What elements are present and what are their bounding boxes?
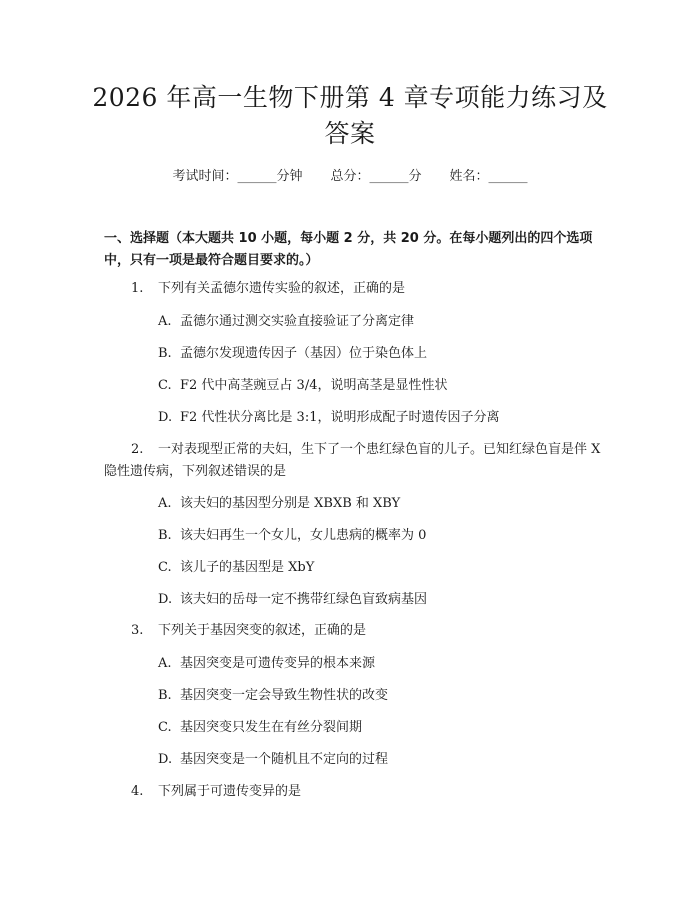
option-text: 该夫妇的岳母一定不携带红绿色盲致病基因 [180,592,428,607]
option-text: 基因突变只发生在有丝分裂间期 [180,720,363,735]
question-2-option-b [158,525,600,547]
page-title [80,80,620,152]
title-line-2: 答案 [324,119,376,148]
option-text: 基因突变是一个随机且不定向的过程 [180,752,389,767]
question-1-stem [131,278,601,300]
option-letter: C. [158,378,172,393]
question-1-option-d [158,407,600,429]
question-text: 下列属于可遗传变异的是 [158,784,302,799]
question-number: 3. [131,623,144,638]
exam-name-field: 姓名：______ [449,169,528,184]
question-2-option-d [158,589,600,611]
exam-time-field: 考试时间：______分钟 [172,169,303,184]
question-1-option-b [158,343,600,365]
question-number: 1. [131,281,144,296]
question-2-option-a [158,493,600,515]
option-text: F2 代性状分离比是 3:1，说明形成配子时遗传因子分离 [180,410,500,425]
option-text: 孟德尔发现遗传因子（基因）位于染色体上 [180,346,428,361]
title-line-1: 2026 年高一生物下册第 4 章专项能力练习及 [92,83,608,112]
question-number: 2. [131,442,144,457]
option-letter: D. [158,592,173,607]
question-3-option-c [158,717,600,739]
question-3-option-d [158,749,600,771]
question-3-option-a [158,653,600,675]
question-4-stem [131,781,601,803]
option-letter: C. [158,720,172,735]
question-text: 一对表现型正常的夫妇，生下了一个患红绿色盲的儿子。已知红绿色盲是伴 X 隐性遗传病，下列叙述错误的是 [104,442,601,479]
option-letter: B. [158,528,172,543]
option-text: 该夫妇的基因型分别是 XBXB 和 XBY [180,496,401,511]
option-text: 孟德尔通过测交实验直接验证了分离定律 [180,314,415,329]
exam-score-field: 总分：______分 [330,169,422,184]
option-letter: A. [158,314,172,329]
option-letter: B. [158,346,172,361]
question-3-option-b [158,685,600,707]
option-text: 基因突变一定会导致生物性状的改变 [180,688,389,703]
option-letter: B. [158,688,172,703]
option-letter: A. [158,656,172,671]
option-text: 基因突变是可遗传变异的根本来源 [180,656,376,671]
option-letter: C. [158,560,172,575]
question-2-stem [104,439,601,483]
exam-info-line [0,168,700,186]
option-text: F2 代中高茎豌豆占 3/4，说明高茎是显性性状 [180,378,448,393]
question-1-option-a [158,311,600,333]
option-text: 该儿子的基因型是 XbY [180,560,315,575]
question-text: 下列有关孟德尔遗传实验的叙述，正确的是 [158,281,406,296]
question-text: 下列关于基因突变的叙述，正确的是 [158,623,367,638]
section-heading: 一、选择题（本大题共 10 小题，每小题 2 分，共 20 分。在每小题列出的四个选项中，只有一项是最符合题目要求的。） [104,231,593,268]
option-letter: D. [158,410,173,425]
question-1-option-c [158,375,600,397]
option-text: 该夫妇再生一个女儿，女儿患病的概率为 0 [180,528,427,543]
question-number: 4. [131,784,144,799]
question-2-option-c [158,557,600,579]
option-letter: A. [158,496,172,511]
option-letter: D. [158,752,173,767]
question-3-stem [131,620,601,642]
